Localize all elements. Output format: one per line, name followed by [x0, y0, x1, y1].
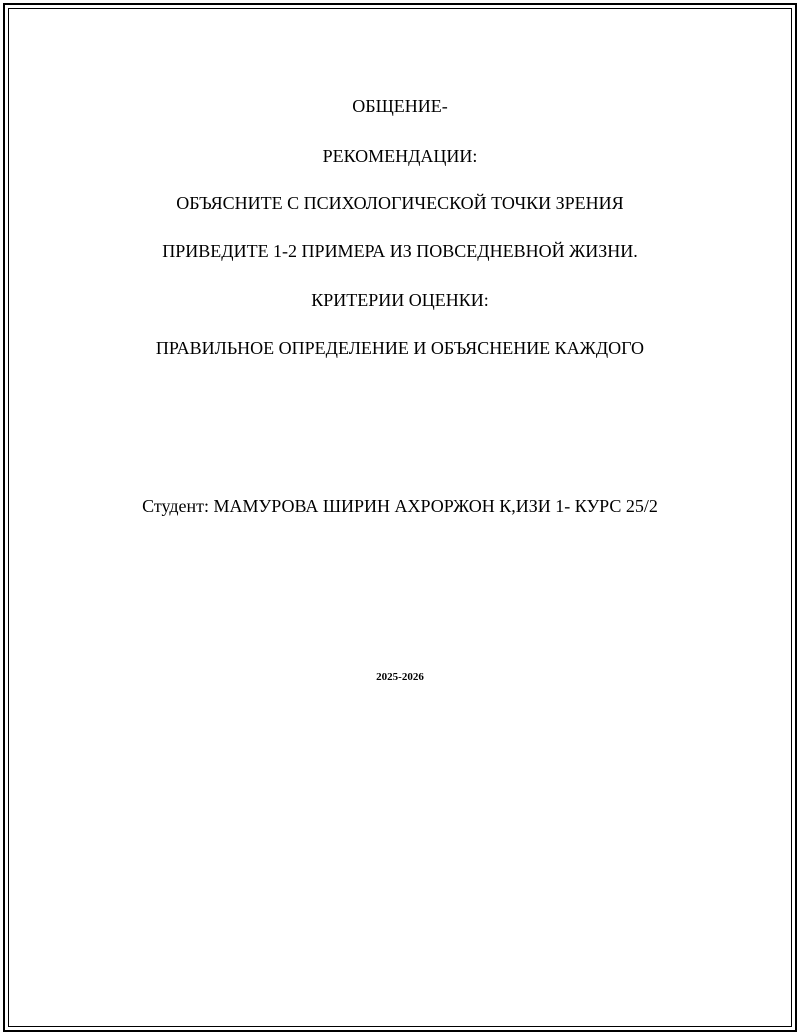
- criteria-heading: КРИТЕРИИ ОЦЕНКИ:: [311, 290, 489, 310]
- instruction-line-1: ОБЪЯСНИТЕ С ПСИХОЛОГИЧЕСКОЙ ТОЧКИ ЗРЕНИЯ: [176, 193, 624, 213]
- academic-year: 2025-2026: [376, 671, 424, 683]
- criteria-line: ПРАВИЛЬНОЕ ОПРЕДЕЛЕНИЕ И ОБЪЯСНЕНИЕ КАЖДОГО: [155, 338, 645, 358]
- instruction-line-2: ПРИВЕДИТЕ 1-2 ПРИМЕРА ИЗ ПОВСЕДНЕВНОЙ ЖИЗНИ.: [162, 241, 638, 261]
- recommendations-heading: РЕКОМЕНДАЦИИ:: [322, 146, 478, 166]
- title-line: ОБЩЕНИЕ-: [352, 96, 448, 116]
- student-info: Студент: МАМУРОВА ШИРИН АХРОРЖОН К,ИЗИ 1- КУРС 25/2: [142, 496, 658, 516]
